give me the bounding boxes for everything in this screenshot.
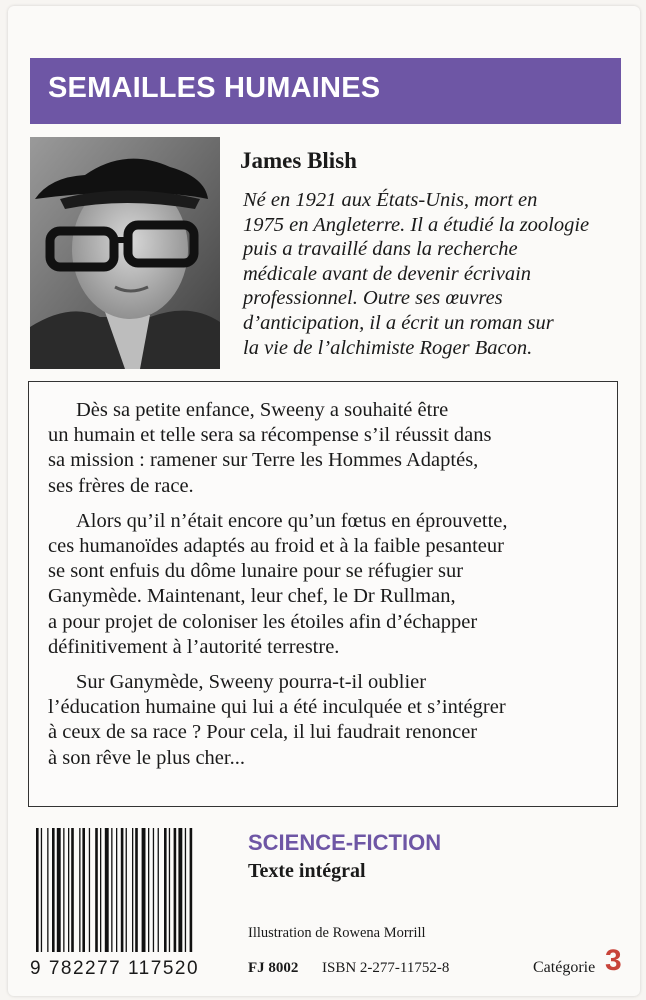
barcode-bar: [63, 828, 64, 952]
barcode-bar: [116, 828, 117, 952]
bio-line: professionnel. Outre ses œuvres: [243, 287, 503, 310]
synopsis-line: un humain et telle sera sa récompense s’il réussit dans: [48, 424, 492, 447]
barcode-bar: [158, 828, 159, 952]
synopsis-line: ses frères de race.: [48, 474, 194, 497]
barcode-bar: [169, 828, 170, 952]
book-title: SEMAILLES HUMAINES: [48, 72, 381, 104]
barcode: [32, 828, 232, 952]
synopsis-line: Alors qu’il n’était encore qu’un fœtus en éprouvette,: [76, 509, 508, 532]
genre-label: SCIENCE-FICTION: [248, 830, 442, 855]
barcode-bar: [132, 828, 133, 952]
barcode-bar: [185, 828, 186, 952]
synopsis-line: Ganymède. Maintenant, leur chef, le Dr Rullman,: [48, 585, 456, 608]
illustration-credit: Illustration de Rowena Morrill: [248, 925, 426, 941]
barcode-bar: [178, 828, 182, 952]
barcode-bar: [174, 828, 177, 952]
barcode-bar: [82, 828, 85, 952]
synopsis-line: Dès sa petite enfance, Sweeny a souhaité être: [76, 399, 449, 421]
synopsis: [48, 398, 618, 781]
barcode-bar: [142, 828, 146, 952]
synopsis-line: définitivement à l’autorité terrestre.: [48, 635, 340, 658]
edition-label: Texte intégral: [248, 860, 366, 882]
synopsis-line: sa mission : ramener sur Terre les Hommes Adaptés,: [48, 449, 479, 472]
barcode-bar: [164, 828, 167, 952]
barcode-bar: [89, 828, 90, 952]
synopsis-line: ces humanoïdes adaptés au froid et à la faible pesanteur: [48, 535, 504, 558]
title-band: [30, 58, 621, 124]
bio-line: d’anticipation, il a écrit un roman sur: [243, 311, 554, 334]
barcode-digits: 9 782277 117520: [30, 958, 200, 979]
bio-line: médicale avant de devenir écrivain: [243, 262, 532, 285]
barcode-bar: [148, 828, 149, 952]
barcode-bar: [71, 828, 74, 952]
synopsis-paragraph: [48, 398, 618, 499]
barcode-bar: [126, 828, 127, 952]
synopsis-paragraph: [48, 509, 618, 660]
synopsis-line: se sont enfuis du dôme lunaire pour se réfugier sur: [48, 560, 464, 583]
category-number: 3: [605, 944, 622, 977]
barcode-bar: [57, 828, 61, 952]
barcode-bar: [111, 828, 112, 952]
author-bio: [243, 188, 623, 360]
barcode-bar: [36, 828, 39, 952]
barcode-bar: [121, 828, 124, 952]
synopsis-paragraph: [48, 670, 618, 771]
synopsis-line: a pour projet de coloniser les étoiles afin d’échapper: [48, 610, 478, 633]
barcode-bar: [41, 828, 42, 952]
category-label: Catégorie: [533, 959, 596, 976]
barcode-bar: [52, 828, 55, 952]
barcode-bar: [135, 828, 138, 952]
barcode-bar: [95, 828, 98, 952]
synopsis-line: à son rêve le plus cher...: [48, 746, 245, 769]
barcode-bar: [79, 828, 80, 952]
bio-line: puis a travaillé dans la recherche: [243, 238, 518, 261]
author-name: James Blish: [240, 148, 357, 173]
barcode-bar: [47, 828, 48, 952]
bio-line: 1975 en Angleterre. Il a étudié la zoologie: [243, 213, 590, 236]
barcode-bar: [153, 828, 154, 952]
barcode-bar: [105, 828, 109, 952]
bio-line: Né en 1921 aux États-Unis, mort en: [243, 189, 538, 211]
barcode-bar: [190, 828, 193, 952]
isbn: ISBN 2-277-11752-8: [322, 960, 450, 976]
synopsis-line: l’éducation humaine qui lui a été inculquée et s’intégrer: [48, 696, 506, 719]
synopsis-line: Sur Ganymède, Sweeny pourra-t-il oublier: [76, 671, 427, 694]
bio-line: la vie de l’alchimiste Roger Bacon.: [243, 336, 533, 359]
series-code: FJ 8002: [248, 960, 299, 976]
synopsis-line: à ceux de sa race ? Pour cela, il lui faudrait renoncer: [48, 721, 478, 744]
barcode-bar: [100, 828, 101, 952]
barcode-bar: [68, 828, 69, 952]
author-portrait: [30, 137, 220, 369]
